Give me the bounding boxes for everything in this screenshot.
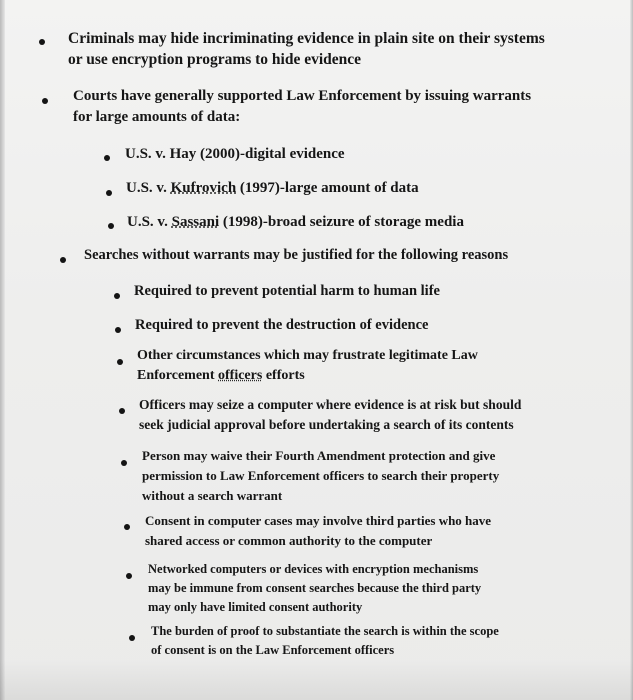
- case-name: Kufrovich: [170, 180, 237, 196]
- bullet-dot: [104, 155, 110, 161]
- bullet-line: permission to Law Enforcement officers to search their property: [142, 468, 500, 483]
- bullet-line: Required to prevent potential harm to human life: [134, 283, 440, 299]
- bullet-dot: [115, 327, 121, 333]
- bullet-dot: [121, 460, 127, 466]
- case-suffix: (1998)-broad seizure of storage media: [219, 214, 464, 230]
- bullet-line: seek judicial approval before undertaking a search of its contents: [139, 417, 514, 432]
- bullet-line: [137, 368, 305, 384]
- bullet-line: of consent is on the Law Enforcement officers: [151, 643, 395, 657]
- bullet-line: or use encryption programs to hide evidence: [68, 51, 362, 68]
- page-shadow: [0, 660, 633, 700]
- case-line: [127, 214, 464, 231]
- case-prefix: U.S. v.: [126, 180, 171, 196]
- bullet-line: Courts have generally supported Law Enforcement by issuing warrants: [73, 88, 532, 104]
- bullet-dot: [126, 573, 132, 579]
- bullet-line: Networked computers or devices with encryption mechanisms: [148, 562, 479, 576]
- bullet-line: Consent in computer cases may involve third parties who have: [145, 513, 492, 528]
- bullet-line: Criminals may hide incriminating evidence in plain site on their systems: [68, 30, 545, 47]
- case-prefix: U.S. v.: [127, 214, 172, 230]
- bullet-dot: [117, 359, 123, 365]
- bullet-dot: [42, 98, 48, 104]
- bullet-line: shared access or common authority to the computer: [145, 533, 433, 548]
- bullet-dot: [129, 635, 135, 641]
- bullet-line: for large amounts of data:: [73, 109, 241, 125]
- bullet-line: may only have limited consent authority: [148, 600, 363, 614]
- bullet-dot: [119, 408, 125, 414]
- bullet-dot: [114, 293, 120, 299]
- bullet-dot: [108, 223, 114, 229]
- bullet-line: Person may waive their Fourth Amendment protection and give: [142, 448, 496, 463]
- case-name: Sassani: [171, 214, 220, 230]
- case-line: U.S. v. Hay (2000)-digital evidence: [125, 146, 345, 162]
- bullet-dot: [39, 39, 45, 45]
- case-line: [126, 180, 419, 197]
- bullet-line: Required to prevent the destruction of evidence: [135, 317, 429, 333]
- bullet-line: Other circumstances which may frustrate legitimate Law: [137, 348, 478, 363]
- page-edge-left: [0, 0, 5, 700]
- bullet-line: Officers may seize a computer where evidence is at risk but should: [139, 397, 522, 412]
- line-prefix: Enforcement: [137, 368, 218, 383]
- bullet-line: without a search warrant: [142, 488, 283, 503]
- bullet-line: Searches without warrants may be justified for the following reasons: [84, 247, 509, 263]
- bullet-dot: [60, 257, 66, 263]
- bullet-dot: [124, 524, 130, 530]
- case-suffix: (1997)-large amount of data: [236, 180, 419, 196]
- bullet-line: may be immune from consent searches because the third party: [148, 581, 482, 595]
- line-underlined: officers: [218, 368, 263, 383]
- bullet-line: The burden of proof to substantiate the search is within the scope: [151, 624, 499, 638]
- line-suffix: efforts: [262, 368, 305, 383]
- bullet-dot: [106, 190, 112, 196]
